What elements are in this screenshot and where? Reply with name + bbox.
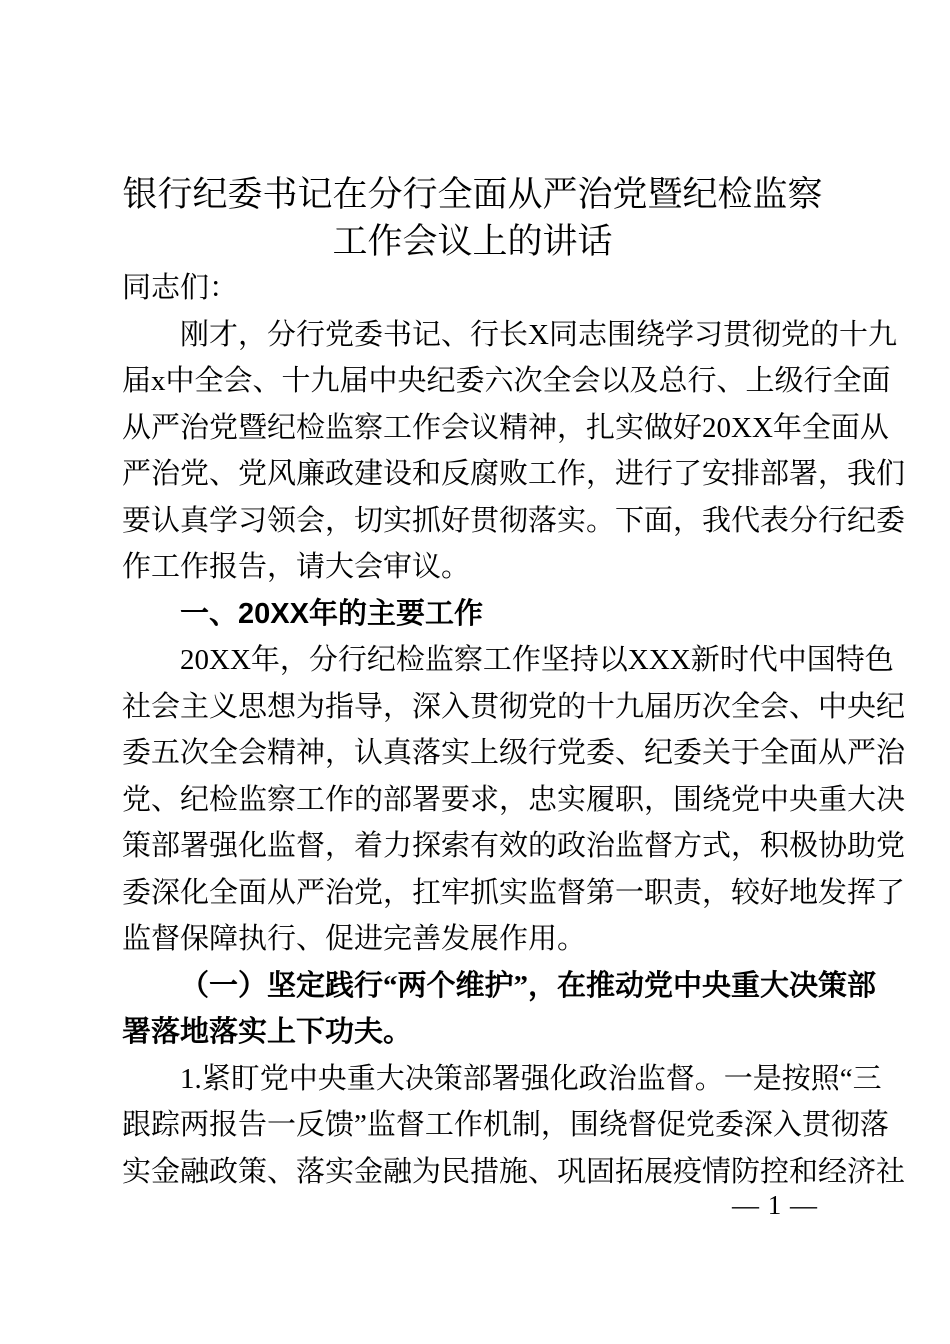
page-number: — 1 — xyxy=(732,1190,818,1220)
paragraph-1-line-6: 作工作报告，请大会审议。 xyxy=(122,551,471,583)
paragraph-1-line-1: 刚才，分行党委书记、行长X同志围绕学习贯彻党的十九 xyxy=(180,318,897,351)
paragraph-2-line-2: 社会主义思想为指导，深入贯彻党的十九届历次全会、中央纪 xyxy=(122,690,906,723)
title-line-2: 工作会议上的讲话 xyxy=(332,222,613,261)
salutation: 同志们： xyxy=(122,272,239,304)
paragraph-2-line-1: 20XX年，分行纪检监察工作坚持以XXX新时代中国特色 xyxy=(180,644,894,676)
paragraph-3-line-3: 实金融政策、落实金融为民措施、巩固拓展疫情防控和经济社 xyxy=(122,1155,906,1188)
paragraph-1-line-3: 从严治党暨纪检监察工作会议精神，扎实做好20XX年全面从 xyxy=(122,411,889,444)
paragraph-2-line-7: 监督保障执行、促进完善发展作用。 xyxy=(122,923,587,955)
paragraph-1-line-4: 严治党、党风廉政建设和反腐败工作，进行了安排部署，我们 xyxy=(122,458,906,490)
paragraph-2-line-6: 委深化全面从严治党，扛牢抓实监督第一职责，较好地发挥了 xyxy=(122,876,906,909)
paragraph-1-line-5: 要认真学习领会，切实抓好贯彻落实。下面，我代表分行纪委 xyxy=(122,504,906,537)
paragraph-3-line-2: 跟踪两报告一反馈”监督工作机制，围绕督促党委深入贯彻落 xyxy=(122,1109,889,1141)
section-heading-1: 一、20XX年的主要工作 xyxy=(180,597,483,630)
paragraph-3-line-1: 1.紧盯党中央重大决策部署强化政治监督。一是按照“三 xyxy=(180,1062,882,1095)
title-line-1: 银行纪委书记在分行全面从严治党暨纪检监察 xyxy=(122,175,823,214)
sub-heading-line-2: 署落地落实上下功夫。 xyxy=(122,1016,413,1048)
paragraph-2-line-3: 委五次全会精神，认真落实上级行党委、纪委关于全面从严治 xyxy=(122,737,906,769)
sub-heading-line-1: （一）坚定践行“两个维护”，在推动党中央重大决策部 xyxy=(180,969,877,1002)
document-title xyxy=(122,171,823,265)
paragraph-1-line-2: 届x中全会、十九届中央纪委六次全会以及总行、上级行全面 xyxy=(122,365,891,397)
paragraph-2-line-5: 策部署强化监督，着力探索有效的政治监督方式，积极协助党 xyxy=(122,830,906,862)
paragraph-2-line-4: 党、纪检监察工作的部署要求，忠实履职，围绕党中央重大决 xyxy=(122,783,906,816)
document-body xyxy=(122,265,906,1195)
